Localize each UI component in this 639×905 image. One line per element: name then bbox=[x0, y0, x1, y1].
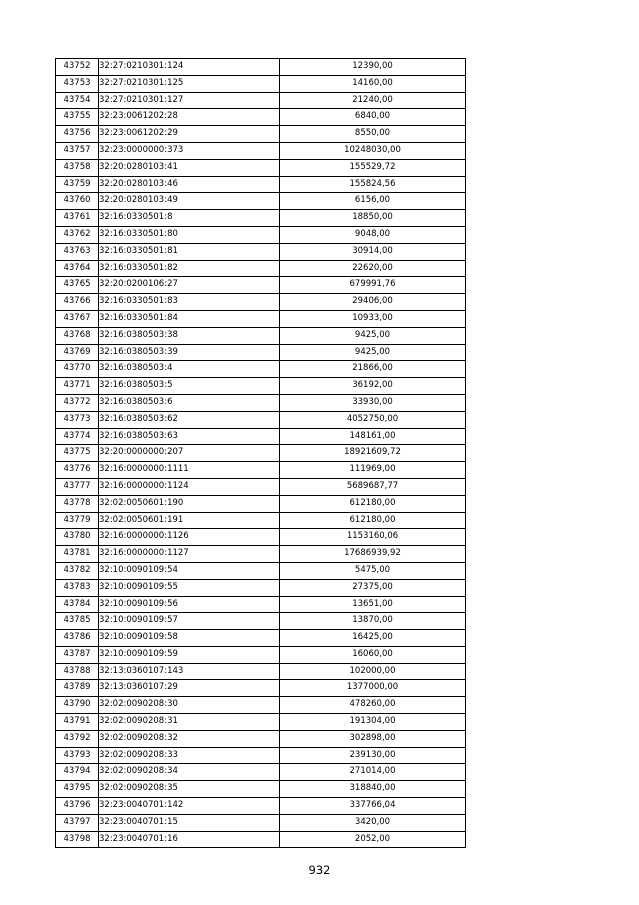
value-cell: 155824,56 bbox=[280, 176, 466, 193]
table-row bbox=[56, 764, 466, 781]
value-cell: 21240,00 bbox=[280, 92, 466, 109]
row-number-cell: 43767 bbox=[56, 310, 99, 327]
value-cell: 155529,72 bbox=[280, 159, 466, 176]
table-row bbox=[56, 394, 466, 411]
value-cell: 8550,00 bbox=[280, 126, 466, 143]
value-cell: 337766,04 bbox=[280, 798, 466, 815]
value-cell: 10248030,00 bbox=[280, 142, 466, 159]
row-number-cell: 43774 bbox=[56, 428, 99, 445]
value-cell: 10933,00 bbox=[280, 310, 466, 327]
row-number-cell: 43785 bbox=[56, 613, 99, 630]
row-number-cell: 43770 bbox=[56, 361, 99, 378]
cadastral-number-cell: 32:23:0061202:29 bbox=[99, 126, 280, 143]
value-cell: 111969,00 bbox=[280, 462, 466, 479]
table-body bbox=[56, 59, 466, 848]
row-number-cell: 43771 bbox=[56, 378, 99, 395]
cadastral-number-cell: 32:02:0090208:30 bbox=[99, 697, 280, 714]
cadastral-number-cell: 32:20:0000000:207 bbox=[99, 445, 280, 462]
value-cell: 102000,00 bbox=[280, 663, 466, 680]
table-row bbox=[56, 646, 466, 663]
table-row bbox=[56, 445, 466, 462]
cadastral-number-cell: 32:27:0210301:125 bbox=[99, 75, 280, 92]
table-row bbox=[56, 226, 466, 243]
table-row bbox=[56, 327, 466, 344]
cadastral-number-cell: 32:23:0000000:373 bbox=[99, 142, 280, 159]
value-cell: 18850,00 bbox=[280, 210, 466, 227]
row-number-cell: 43762 bbox=[56, 226, 99, 243]
table-row bbox=[56, 92, 466, 109]
cadastral-number-cell: 32:16:0000000:1127 bbox=[99, 546, 280, 563]
cadastral-number-cell: 32:16:0380503:39 bbox=[99, 344, 280, 361]
value-cell: 13870,00 bbox=[280, 613, 466, 630]
value-cell: 191304,00 bbox=[280, 714, 466, 731]
table-row bbox=[56, 378, 466, 395]
row-number-cell: 43787 bbox=[56, 646, 99, 663]
cadastral-number-cell: 32:10:0090109:54 bbox=[99, 562, 280, 579]
cadastral-number-cell: 32:10:0090109:58 bbox=[99, 630, 280, 647]
row-number-cell: 43763 bbox=[56, 243, 99, 260]
value-cell: 36192,00 bbox=[280, 378, 466, 395]
row-number-cell: 43790 bbox=[56, 697, 99, 714]
row-number-cell: 43777 bbox=[56, 478, 99, 495]
row-number-cell: 43766 bbox=[56, 294, 99, 311]
cadastral-number-cell: 32:16:0380503:6 bbox=[99, 394, 280, 411]
table-row bbox=[56, 798, 466, 815]
cadastral-number-cell: 32:10:0090109:56 bbox=[99, 596, 280, 613]
value-cell: 33930,00 bbox=[280, 394, 466, 411]
cadastral-number-cell: 32:16:0330501:83 bbox=[99, 294, 280, 311]
value-cell: 612180,00 bbox=[280, 512, 466, 529]
table-row bbox=[56, 75, 466, 92]
row-number-cell: 43773 bbox=[56, 411, 99, 428]
row-number-cell: 43781 bbox=[56, 546, 99, 563]
table-row bbox=[56, 562, 466, 579]
cadastral-number-cell: 32:27:0210301:127 bbox=[99, 92, 280, 109]
data-table bbox=[55, 58, 466, 848]
table-row bbox=[56, 210, 466, 227]
value-cell: 271014,00 bbox=[280, 764, 466, 781]
table-row bbox=[56, 109, 466, 126]
cadastral-number-cell: 32:16:0380503:4 bbox=[99, 361, 280, 378]
cadastral-number-cell: 32:02:0050601:191 bbox=[99, 512, 280, 529]
row-number-cell: 43779 bbox=[56, 512, 99, 529]
value-cell: 13651,00 bbox=[280, 596, 466, 613]
value-cell: 612180,00 bbox=[280, 495, 466, 512]
table-row bbox=[56, 680, 466, 697]
table-row bbox=[56, 260, 466, 277]
table-row bbox=[56, 613, 466, 630]
cadastral-number-cell: 32:27:0210301:124 bbox=[99, 59, 280, 76]
row-number-cell: 43794 bbox=[56, 764, 99, 781]
cadastral-number-cell: 32:16:0000000:1111 bbox=[99, 462, 280, 479]
row-number-cell: 43769 bbox=[56, 344, 99, 361]
value-cell: 1377000,00 bbox=[280, 680, 466, 697]
value-cell: 9425,00 bbox=[280, 327, 466, 344]
value-cell: 17686939,92 bbox=[280, 546, 466, 563]
cadastral-number-cell: 32:10:0090109:57 bbox=[99, 613, 280, 630]
row-number-cell: 43756 bbox=[56, 126, 99, 143]
cadastral-number-cell: 32:13:0360107:29 bbox=[99, 680, 280, 697]
row-number-cell: 43760 bbox=[56, 193, 99, 210]
row-number-cell: 43765 bbox=[56, 277, 99, 294]
table-row bbox=[56, 142, 466, 159]
row-number-cell: 43776 bbox=[56, 462, 99, 479]
table-row bbox=[56, 714, 466, 731]
table-row bbox=[56, 428, 466, 445]
cadastral-number-cell: 32:20:0280103:46 bbox=[99, 176, 280, 193]
cadastral-number-cell: 32:20:0280103:49 bbox=[99, 193, 280, 210]
table-row bbox=[56, 630, 466, 647]
row-number-cell: 43778 bbox=[56, 495, 99, 512]
table-row bbox=[56, 310, 466, 327]
row-number-cell: 43768 bbox=[56, 327, 99, 344]
row-number-cell: 43797 bbox=[56, 814, 99, 831]
row-number-cell: 43796 bbox=[56, 798, 99, 815]
row-number-cell: 43786 bbox=[56, 630, 99, 647]
cadastral-number-cell: 32:23:0040701:16 bbox=[99, 831, 280, 848]
row-number-cell: 43757 bbox=[56, 142, 99, 159]
row-number-cell: 43791 bbox=[56, 714, 99, 731]
row-number-cell: 43795 bbox=[56, 781, 99, 798]
row-number-cell: 43788 bbox=[56, 663, 99, 680]
row-number-cell: 43793 bbox=[56, 747, 99, 764]
table-row bbox=[56, 159, 466, 176]
table-row bbox=[56, 243, 466, 260]
value-cell: 18921609,72 bbox=[280, 445, 466, 462]
cadastral-number-cell: 32:16:0000000:1124 bbox=[99, 478, 280, 495]
cadastral-number-cell: 32:02:0090208:35 bbox=[99, 781, 280, 798]
value-cell: 14160,00 bbox=[280, 75, 466, 92]
page-number: 932 bbox=[308, 863, 331, 877]
value-cell: 9048,00 bbox=[280, 226, 466, 243]
table-row bbox=[56, 294, 466, 311]
value-cell: 16425,00 bbox=[280, 630, 466, 647]
cadastral-number-cell: 32:23:0040701:15 bbox=[99, 814, 280, 831]
table-row bbox=[56, 781, 466, 798]
cadastral-number-cell: 32:23:0040701:142 bbox=[99, 798, 280, 815]
cadastral-number-cell: 32:02:0090208:32 bbox=[99, 730, 280, 747]
row-number-cell: 43761 bbox=[56, 210, 99, 227]
value-cell: 3420,00 bbox=[280, 814, 466, 831]
cadastral-number-cell: 32:20:0200106:27 bbox=[99, 277, 280, 294]
value-cell: 1153160,06 bbox=[280, 529, 466, 546]
table-row bbox=[56, 478, 466, 495]
row-number-cell: 43755 bbox=[56, 109, 99, 126]
cadastral-number-cell: 32:02:0090208:31 bbox=[99, 714, 280, 731]
value-cell: 27375,00 bbox=[280, 579, 466, 596]
table-row bbox=[56, 59, 466, 76]
value-cell: 29406,00 bbox=[280, 294, 466, 311]
cadastral-number-cell: 32:23:0061202:28 bbox=[99, 109, 280, 126]
value-cell: 22620,00 bbox=[280, 260, 466, 277]
value-cell: 478260,00 bbox=[280, 697, 466, 714]
table-row bbox=[56, 361, 466, 378]
value-cell: 16060,00 bbox=[280, 646, 466, 663]
value-cell: 30914,00 bbox=[280, 243, 466, 260]
value-cell: 6840,00 bbox=[280, 109, 466, 126]
row-number-cell: 43775 bbox=[56, 445, 99, 462]
table-row bbox=[56, 512, 466, 529]
table-row bbox=[56, 462, 466, 479]
cadastral-number-cell: 32:16:0330501:82 bbox=[99, 260, 280, 277]
cadastral-number-cell: 32:16:0380503:5 bbox=[99, 378, 280, 395]
row-number-cell: 43798 bbox=[56, 831, 99, 848]
value-cell: 12390,00 bbox=[280, 59, 466, 76]
row-number-cell: 43772 bbox=[56, 394, 99, 411]
table-row bbox=[56, 663, 466, 680]
table-row bbox=[56, 344, 466, 361]
value-cell: 239130,00 bbox=[280, 747, 466, 764]
value-cell: 6156,00 bbox=[280, 193, 466, 210]
table-row bbox=[56, 831, 466, 848]
table-row bbox=[56, 277, 466, 294]
table-row bbox=[56, 411, 466, 428]
cadastral-number-cell: 32:16:0330501:8 bbox=[99, 210, 280, 227]
row-number-cell: 43759 bbox=[56, 176, 99, 193]
table-row bbox=[56, 126, 466, 143]
row-number-cell: 43782 bbox=[56, 562, 99, 579]
value-cell: 318840,00 bbox=[280, 781, 466, 798]
row-number-cell: 43783 bbox=[56, 579, 99, 596]
cadastral-number-cell: 32:16:0000000:1126 bbox=[99, 529, 280, 546]
cadastral-number-cell: 32:02:0050601:190 bbox=[99, 495, 280, 512]
row-number-cell: 43754 bbox=[56, 92, 99, 109]
value-cell: 5475,00 bbox=[280, 562, 466, 579]
cadastral-number-cell: 32:10:0090109:59 bbox=[99, 646, 280, 663]
cadastral-number-cell: 32:13:0360107:143 bbox=[99, 663, 280, 680]
table-row bbox=[56, 529, 466, 546]
cadastral-number-cell: 32:10:0090109:55 bbox=[99, 579, 280, 596]
table-row bbox=[56, 546, 466, 563]
cadastral-number-cell: 32:02:0090208:33 bbox=[99, 747, 280, 764]
cadastral-number-cell: 32:16:0330501:80 bbox=[99, 226, 280, 243]
cadastral-number-cell: 32:16:0380503:62 bbox=[99, 411, 280, 428]
cadastral-number-cell: 32:16:0330501:81 bbox=[99, 243, 280, 260]
row-number-cell: 43789 bbox=[56, 680, 99, 697]
value-cell: 9425,00 bbox=[280, 344, 466, 361]
value-cell: 5689687,77 bbox=[280, 478, 466, 495]
value-cell: 679991,76 bbox=[280, 277, 466, 294]
value-cell: 302898,00 bbox=[280, 730, 466, 747]
row-number-cell: 43758 bbox=[56, 159, 99, 176]
table-row bbox=[56, 579, 466, 596]
table-row bbox=[56, 193, 466, 210]
row-number-cell: 43764 bbox=[56, 260, 99, 277]
table-row bbox=[56, 495, 466, 512]
cadastral-number-cell: 32:02:0090208:34 bbox=[99, 764, 280, 781]
table-row bbox=[56, 747, 466, 764]
row-number-cell: 43784 bbox=[56, 596, 99, 613]
table-row bbox=[56, 814, 466, 831]
value-cell: 2052,00 bbox=[280, 831, 466, 848]
row-number-cell: 43780 bbox=[56, 529, 99, 546]
table-row bbox=[56, 697, 466, 714]
row-number-cell: 43792 bbox=[56, 730, 99, 747]
cadastral-number-cell: 32:20:0280103:41 bbox=[99, 159, 280, 176]
value-cell: 21866,00 bbox=[280, 361, 466, 378]
table-row bbox=[56, 730, 466, 747]
cadastral-number-cell: 32:16:0380503:63 bbox=[99, 428, 280, 445]
table-row bbox=[56, 176, 466, 193]
cadastral-number-cell: 32:16:0330501:84 bbox=[99, 310, 280, 327]
row-number-cell: 43753 bbox=[56, 75, 99, 92]
value-cell: 4052750,00 bbox=[280, 411, 466, 428]
value-cell: 148161,00 bbox=[280, 428, 466, 445]
cadastral-number-cell: 32:16:0380503:38 bbox=[99, 327, 280, 344]
row-number-cell: 43752 bbox=[56, 59, 99, 76]
table-row bbox=[56, 596, 466, 613]
